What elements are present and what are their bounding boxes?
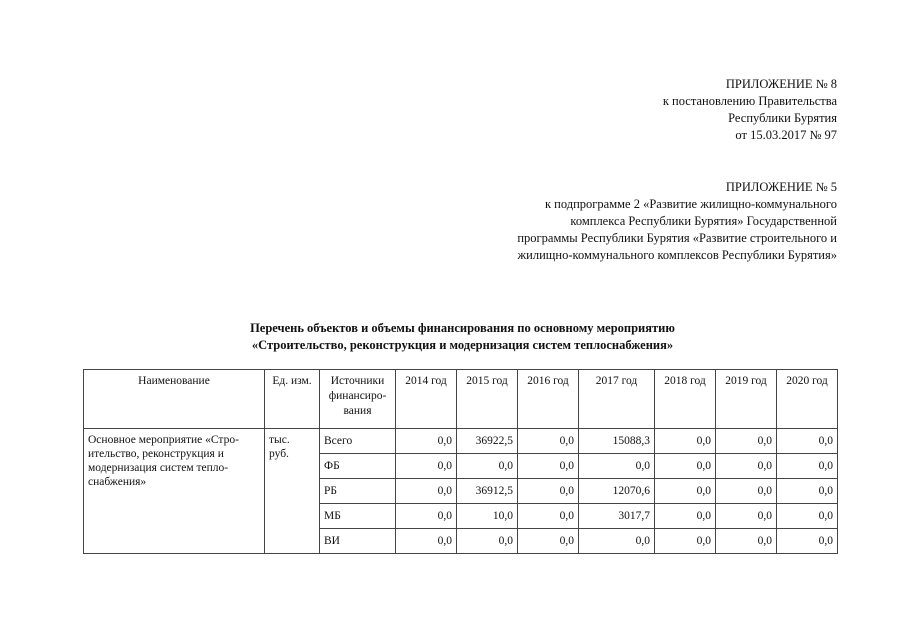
document-title [0, 320, 905, 354]
header-year-2015: 2015 год [457, 370, 518, 429]
value-cell: 0,0 [716, 529, 777, 554]
item-unit-line: тыс. [269, 434, 290, 446]
value-cell: 0,0 [777, 529, 838, 554]
value-cell: 0,0 [655, 504, 716, 529]
value-cell: 0,0 [777, 429, 838, 454]
value-cell: 0,0 [518, 504, 579, 529]
appendix-5-line: ПРИЛОЖЕНИЕ № 5 [725, 180, 837, 194]
value-cell: 0,0 [518, 429, 579, 454]
appendix-8-line: от 15.03.2017 № 97 [735, 128, 837, 142]
appendix-8-block [663, 76, 837, 144]
value-cell: 0,0 [396, 479, 457, 504]
value-cell: 0,0 [396, 504, 457, 529]
source-cell: МБ [320, 504, 396, 529]
header-year-2020: 2020 год [777, 370, 838, 429]
title-line-1: Перечень объектов и объемы финансирования по основному мероприятию [250, 321, 675, 335]
appendix-8-line: ПРИЛОЖЕНИЕ № 8 [725, 77, 837, 91]
header-year-2019: 2019 год [716, 370, 777, 429]
title-line-2: «Строительство, реконструкция и модернизация систем теплоснабжения» [251, 338, 674, 352]
value-cell: 0,0 [518, 529, 579, 554]
value-cell: 0,0 [655, 429, 716, 454]
header-sources-line: Источники [330, 375, 385, 387]
value-cell: 0,0 [777, 454, 838, 479]
item-unit-line: руб. [269, 448, 289, 460]
value-cell: 0,0 [579, 454, 655, 479]
value-cell: 0,0 [716, 479, 777, 504]
source-cell: Всего [320, 429, 396, 454]
value-cell: 0,0 [396, 529, 457, 554]
value-cell: 0,0 [457, 529, 518, 554]
value-cell: 0,0 [655, 479, 716, 504]
value-cell: 0,0 [518, 454, 579, 479]
header-name: Наименование [84, 370, 265, 429]
value-cell: 0,0 [777, 504, 838, 529]
appendix-8-line: Республики Бурятия [728, 111, 837, 125]
value-cell: 0,0 [457, 454, 518, 479]
value-cell: 36922,5 [457, 429, 518, 454]
table-header-row [84, 370, 838, 429]
header-sources [320, 370, 396, 429]
value-cell: 3017,7 [579, 504, 655, 529]
value-cell: 0,0 [716, 454, 777, 479]
item-name-line: ительство, реконструкция и [88, 448, 224, 460]
value-cell: 0,0 [655, 529, 716, 554]
header-unit: Ед. изм. [265, 370, 320, 429]
value-cell: 0,0 [518, 479, 579, 504]
item-name-cell [84, 429, 265, 554]
header-year-2017: 2017 год [579, 370, 655, 429]
value-cell: 0,0 [396, 429, 457, 454]
source-cell: ФБ [320, 454, 396, 479]
header-year-2018: 2018 год [655, 370, 716, 429]
appendix-8-line: к постановлению Правительства [662, 94, 837, 108]
table-row [84, 429, 838, 454]
value-cell: 36912,5 [457, 479, 518, 504]
header-sources-line: вания [343, 405, 372, 417]
value-cell: 15088,3 [579, 429, 655, 454]
item-unit-cell [265, 429, 320, 554]
header-sources-line: финансиро- [328, 390, 387, 402]
appendix-5-block [517, 179, 837, 264]
source-cell: РБ [320, 479, 396, 504]
value-cell: 0,0 [716, 429, 777, 454]
appendix-5-line: комплекса Республики Бурятия» Государственной [570, 214, 837, 228]
header-year-2014: 2014 год [396, 370, 457, 429]
appendix-5-line: программы Республики Бурятия «Развитие строительного и [517, 231, 837, 245]
value-cell: 0,0 [716, 504, 777, 529]
item-name-line: снабжения» [88, 476, 147, 488]
item-name-line: Основное мероприятие «Стро- [88, 434, 239, 446]
appendix-5-line: жилищно-коммунального комплексов Республики Бурятия» [517, 248, 837, 262]
value-cell: 0,0 [579, 529, 655, 554]
financing-table [83, 369, 838, 554]
header-year-2016: 2016 год [518, 370, 579, 429]
item-name-line: модернизация систем тепло- [88, 462, 229, 474]
value-cell: 0,0 [655, 454, 716, 479]
appendix-5-line: к подпрограмме 2 «Развитие жилищно-коммунального [544, 197, 837, 211]
value-cell: 12070,6 [579, 479, 655, 504]
source-cell: ВИ [320, 529, 396, 554]
value-cell: 0,0 [777, 479, 838, 504]
value-cell: 10,0 [457, 504, 518, 529]
value-cell: 0,0 [396, 454, 457, 479]
